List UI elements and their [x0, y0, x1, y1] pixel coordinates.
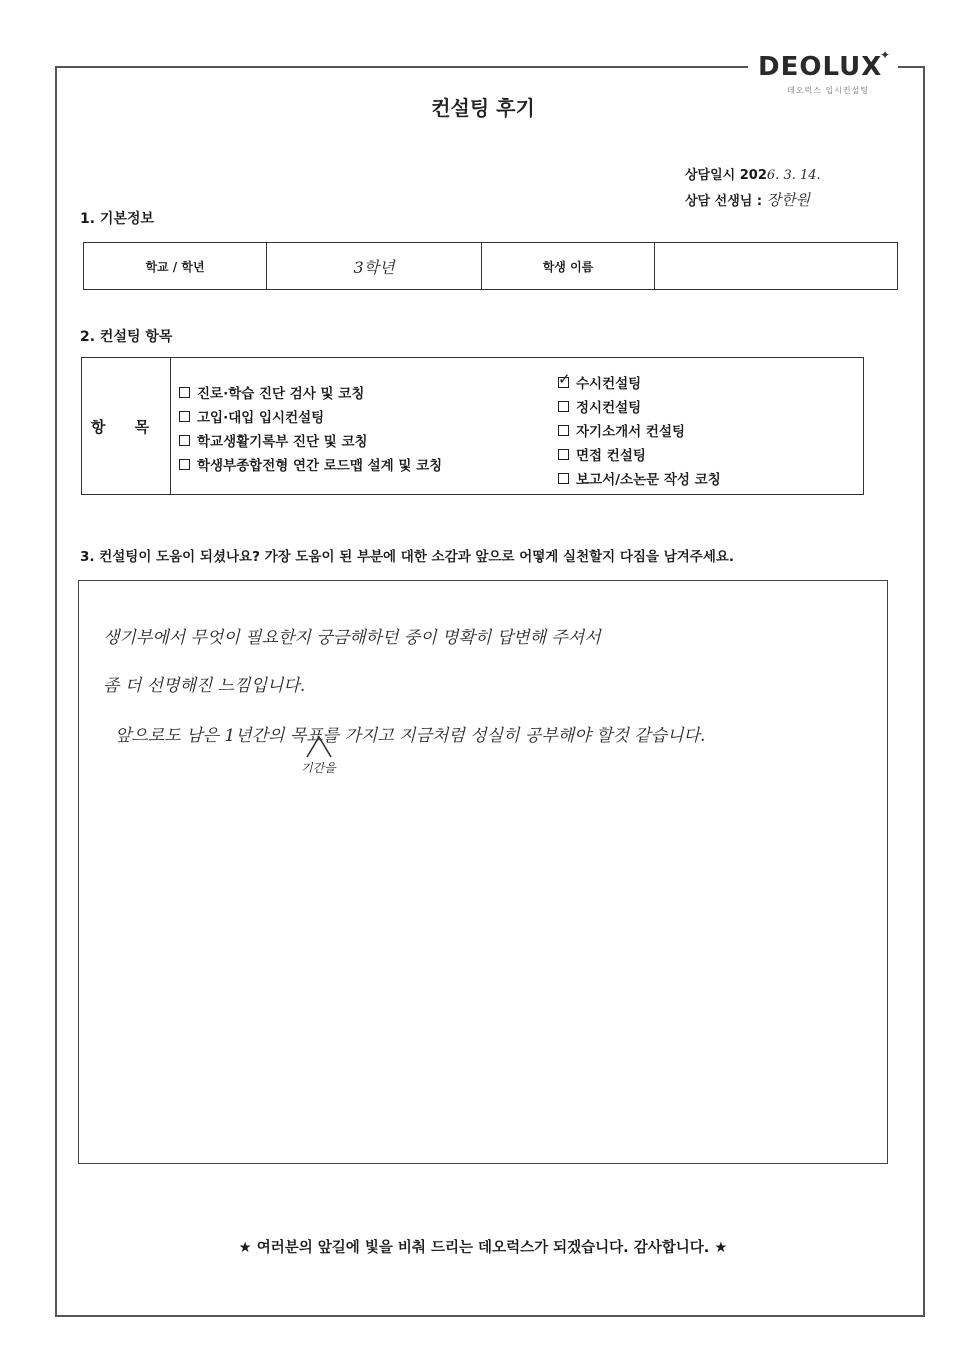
- checkbox-icon: [558, 401, 569, 412]
- brand-tagline: 데오럭스 입시컨설팅: [787, 86, 870, 95]
- option-jeongsi-consulting[interactable]: [558, 396, 641, 416]
- document-title: 컨설팅 후기: [431, 96, 535, 120]
- option-report-coaching[interactable]: [558, 468, 721, 488]
- option-label: 고입·대입 입시컨설팅: [197, 410, 325, 426]
- school-grade-value: [267, 243, 482, 289]
- logo-star-icon: ✦: [880, 48, 891, 62]
- feedback-answer-box[interactable]: [78, 580, 888, 1164]
- option-interview-consulting[interactable]: [558, 444, 646, 464]
- checkbox-checked-icon: [558, 377, 569, 388]
- student-name-label: 학생 이름: [482, 243, 655, 289]
- checkbox-icon: [179, 459, 190, 470]
- option-label: 면접 컨설팅: [576, 448, 646, 464]
- answer-line-3: 앞으로도 남은 1년간의 목표를 가지고 지금처럼 성실히 공부해야 할것 같습니다.: [115, 726, 706, 746]
- checkbox-icon: [179, 387, 190, 398]
- answer-line-2: 좀 더 선명해진 느낌입니다.: [103, 676, 306, 696]
- checkbox-icon: [558, 473, 569, 484]
- consult-teacher: [685, 189, 810, 210]
- consult-date-label: 상담일시 202: [685, 168, 767, 183]
- answer-line-1: 생기부에서 무엇이 필요한지 궁금해하던 중이 명확히 답변해 주셔서: [103, 628, 601, 648]
- brand-logo: DEOLUX: [758, 52, 883, 82]
- option-record-diagnosis[interactable]: [179, 430, 368, 450]
- option-career-diagnosis[interactable]: [179, 382, 364, 402]
- section-basic-info-heading: 1. 기본정보: [80, 211, 155, 227]
- option-label: 정시컨설팅: [576, 400, 642, 416]
- checkbox-icon: [558, 425, 569, 436]
- section-items-heading: 2. 컨설팅 항목: [80, 329, 173, 345]
- option-label: 자기소개서 컨설팅: [576, 424, 686, 440]
- insertion-caret-icon: [305, 731, 345, 761]
- student-name-value: [655, 243, 897, 289]
- school-grade-label: 학교 / 학년: [84, 243, 267, 289]
- option-self-intro-consulting[interactable]: [558, 420, 685, 440]
- consult-date-value: 6. 3. 14.: [766, 168, 821, 183]
- consult-date: [685, 164, 821, 183]
- consult-teacher-label: 상담 선생님 :: [685, 194, 763, 209]
- answer-insertion: 기간을: [301, 761, 336, 775]
- footer-message: ★ 여러분의 앞길에 빛을 비춰 드리는 데오럭스가 되겠습니다. 감사합니다. ★: [238, 1240, 728, 1256]
- option-label: 진로·학습 진단 검사 및 코칭: [197, 386, 365, 402]
- option-label: 학교생활기록부 진단 및 코칭: [197, 434, 368, 450]
- option-susi-consulting[interactable]: [558, 372, 641, 392]
- consulting-items-table: [81, 357, 864, 495]
- checkbox-icon: [179, 411, 190, 422]
- checkbox-icon: [558, 449, 569, 460]
- option-label: 수시컨설팅: [576, 376, 642, 392]
- consult-teacher-value: 장한원: [766, 191, 811, 209]
- option-roadmap-design[interactable]: [179, 454, 442, 474]
- items-row-label: 항 목: [82, 358, 171, 494]
- basic-info-table: [83, 242, 898, 290]
- feedback-question: 3. 컨설팅이 도움이 되셨나요? 가장 도움이 된 부분에 대한 소감과 앞으로 어떻게 실천할지 다짐을 남겨주세요.: [80, 549, 735, 565]
- option-label: 보고서/소논문 작성 코칭: [576, 472, 721, 488]
- option-label: 학생부종합전형 연간 로드맵 설계 및 코칭: [197, 458, 443, 474]
- option-admission-consulting[interactable]: [179, 406, 324, 426]
- checkbox-icon: [179, 435, 190, 446]
- school-grade-text: 3학년: [353, 257, 395, 277]
